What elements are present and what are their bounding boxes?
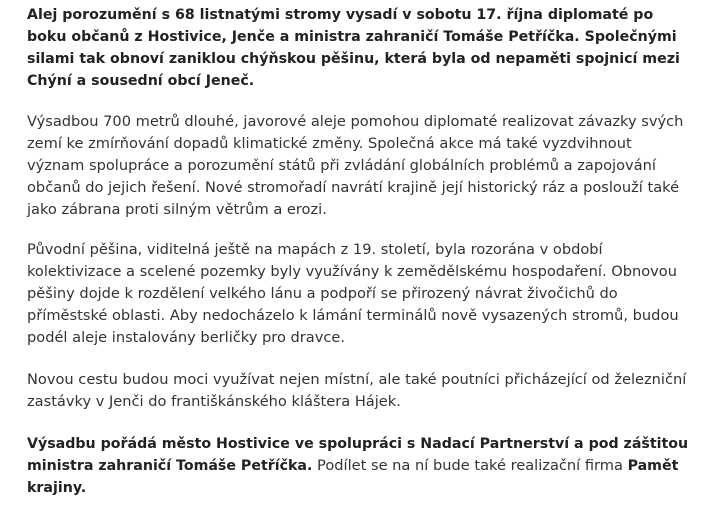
company-name-bold-text: Pamět krajiny. (27, 458, 679, 496)
paragraph-4 (27, 433, 692, 499)
paragraph-4-middle-text: Podílet se na ní bude také realizační firma (312, 457, 628, 474)
paragraph-2: Původní pěšina, viditelná ještě na mapách z 19. století, byla rozorána v období kolektivizace a scelené pozemky byly využívány k zemědělskému hospodaření. Obnovou pěšiny dojde k rozdělení velkého lánu a podpoří se přirozený návrat živočichů do příměstské oblasti. Aby nedocházelo k lámání terminálů nově vysazených stromů, budou podél aleje instalovány berličky pro dravce. (27, 241, 679, 346)
organizer-bold-text: Výsadbu pořádá město Hostivice ve spolupráci s Nadací Partnerství a pod záštitou ministra zahraničí Tomáše Petříčka. (27, 436, 689, 474)
paragraph-1: Výsadbou 700 metrů dlouhé, javorové aleje pomohou diplomaté realizovat závazky svých zemí ke zmírňování dopadů klimatické změny. Společná akce má také vyzdvihnout význam spolupráce a porozumění států při zvládání globálních problémů a zapojování občanů do jejich řešení. Nové stromořadí navrátí krajině její historický ráz a poslouží také jako zábrana proti silným větrům a erozi. (27, 113, 684, 218)
lead-paragraph: Alej porozumění s 68 listnatými stromy vysadí v sobotu 17. října diplomaté po boku občanů z Hostivice, Jenče a ministra zahraničí Tomáše Petříčka. Společnými silami tak obnoví zaniklou chýňskou pěšinu, která byla od nepaměti spojnicí mezi Chýní a sousední obcí Jeneč. (27, 7, 680, 89)
paragraph-3: Novou cestu budou moci využívat nejen místní, ale také poutníci přicházející od železniční zastávky v Jenči do františkánského kláštera Hájek. (27, 371, 687, 410)
